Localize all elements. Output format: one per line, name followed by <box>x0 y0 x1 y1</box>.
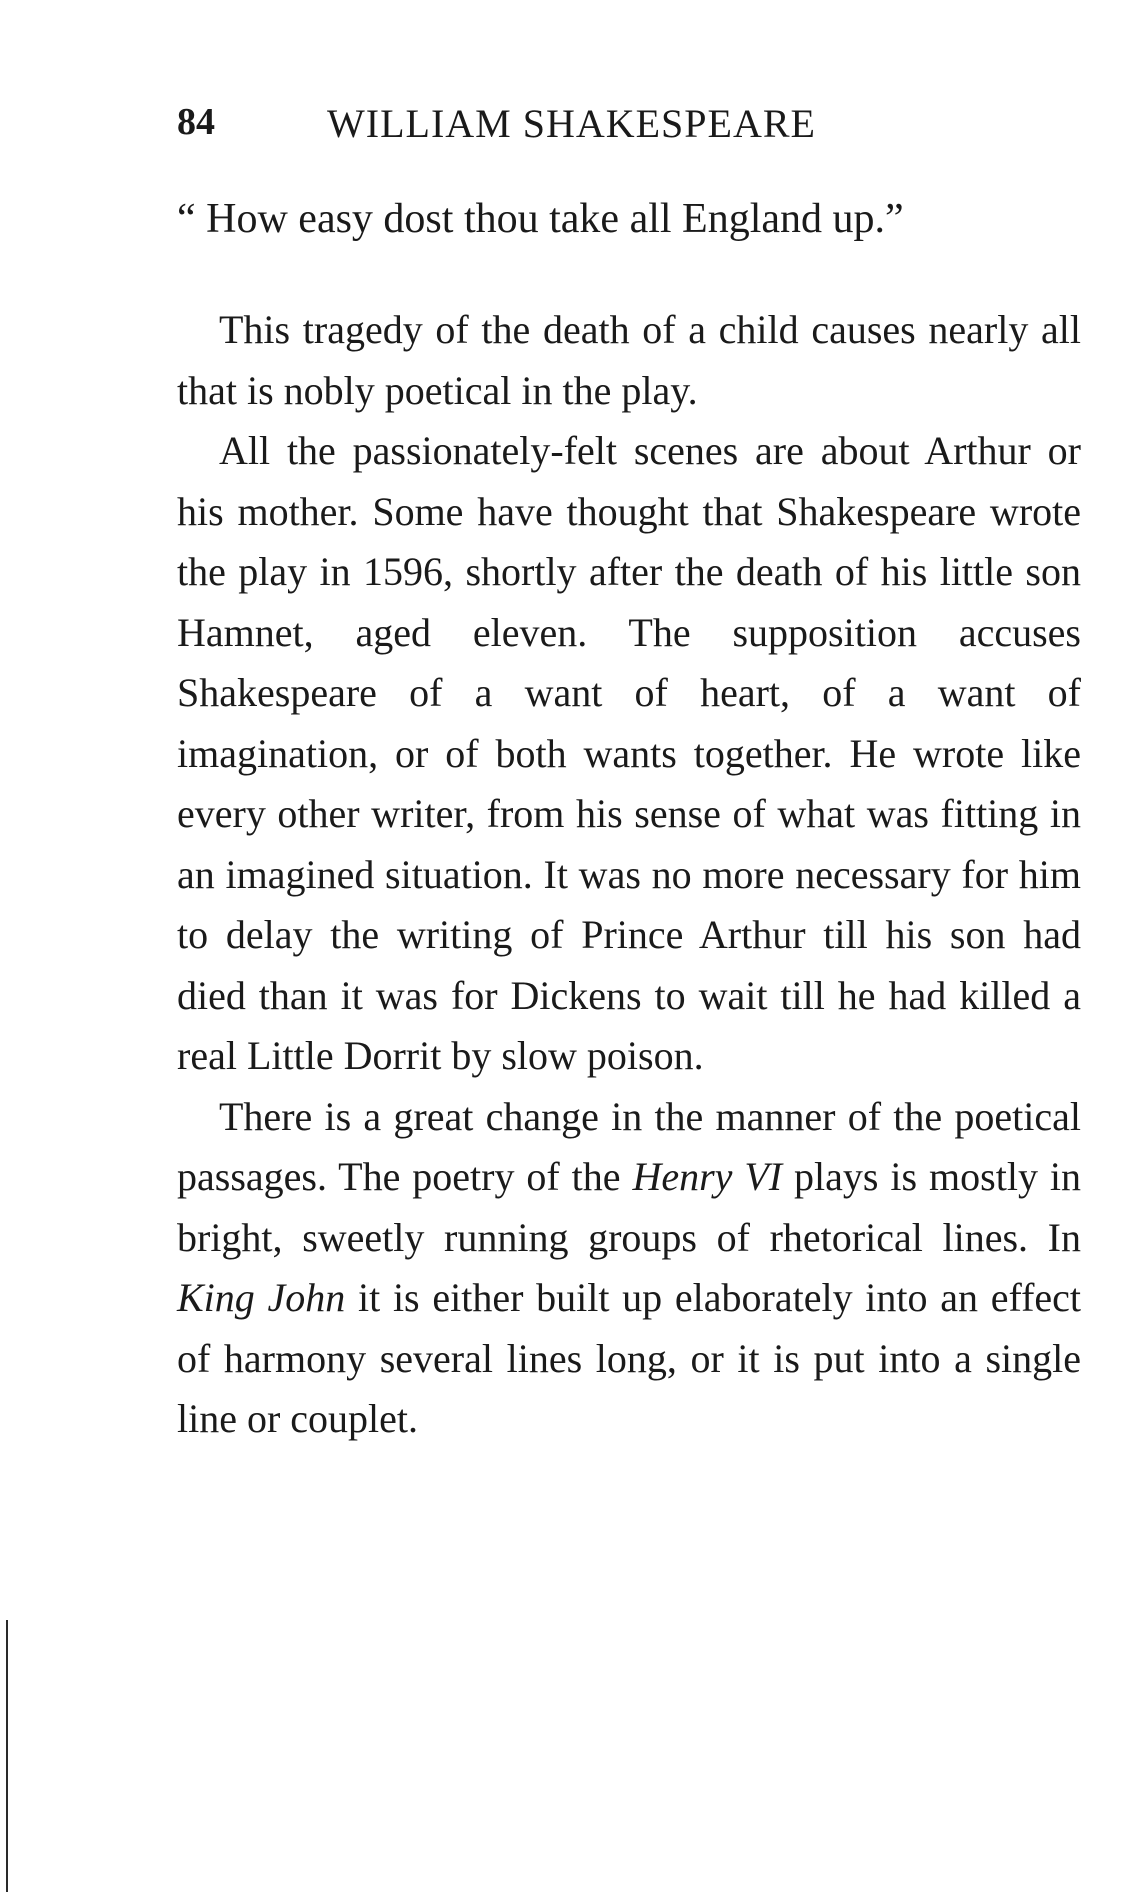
page-number: 84 <box>177 101 215 143</box>
title-henry-vi: Henry VI <box>632 1154 783 1199</box>
scan-edge-line <box>6 1620 8 1892</box>
running-title: WILLIAM SHAKESPEARE <box>327 101 816 146</box>
title-king-john: King John <box>177 1275 346 1320</box>
paragraph-3-part-2: plays is mostly in bright, sweetly running groups of rhetorical lines. In <box>177 1154 1081 1260</box>
paragraph-3-part-3: it is either built up elaborately into an effect of harmony several lines long, or it is put into a single line or couplet. <box>177 1275 1082 1441</box>
page-header <box>177 100 1097 160</box>
quotation-line: “ How easy dost thou take all England up.” <box>177 196 904 242</box>
paragraph-1: This tragedy of the death of a child causes nearly all that is nobly poetical in the play. <box>177 307 1081 413</box>
paragraph-3-part-1: There is a great change in the manner of the poetical passages. The poetry of the <box>177 1093 1081 1199</box>
body-text <box>177 300 1081 1450</box>
paragraph-3 <box>177 1087 1081 1450</box>
paragraph-2: All the passionately-felt scenes are about Arthur or his mother. Some have thought that Shakespeare wrote the play in 1596, shortly after the death of his little son Hamnet, aged eleven. The supposition accuses Shakespeare of a want of heart, of a want of imagination, or of both wants together. He wrote like every other writer, from his sense of what was fitting in an imagined situation. It was no more necessary for him to delay the writing of Prince Arthur till his son had died than it was for Dickens to wait till he had killed a real Little Dorrit by slow poison. <box>177 428 1081 1078</box>
